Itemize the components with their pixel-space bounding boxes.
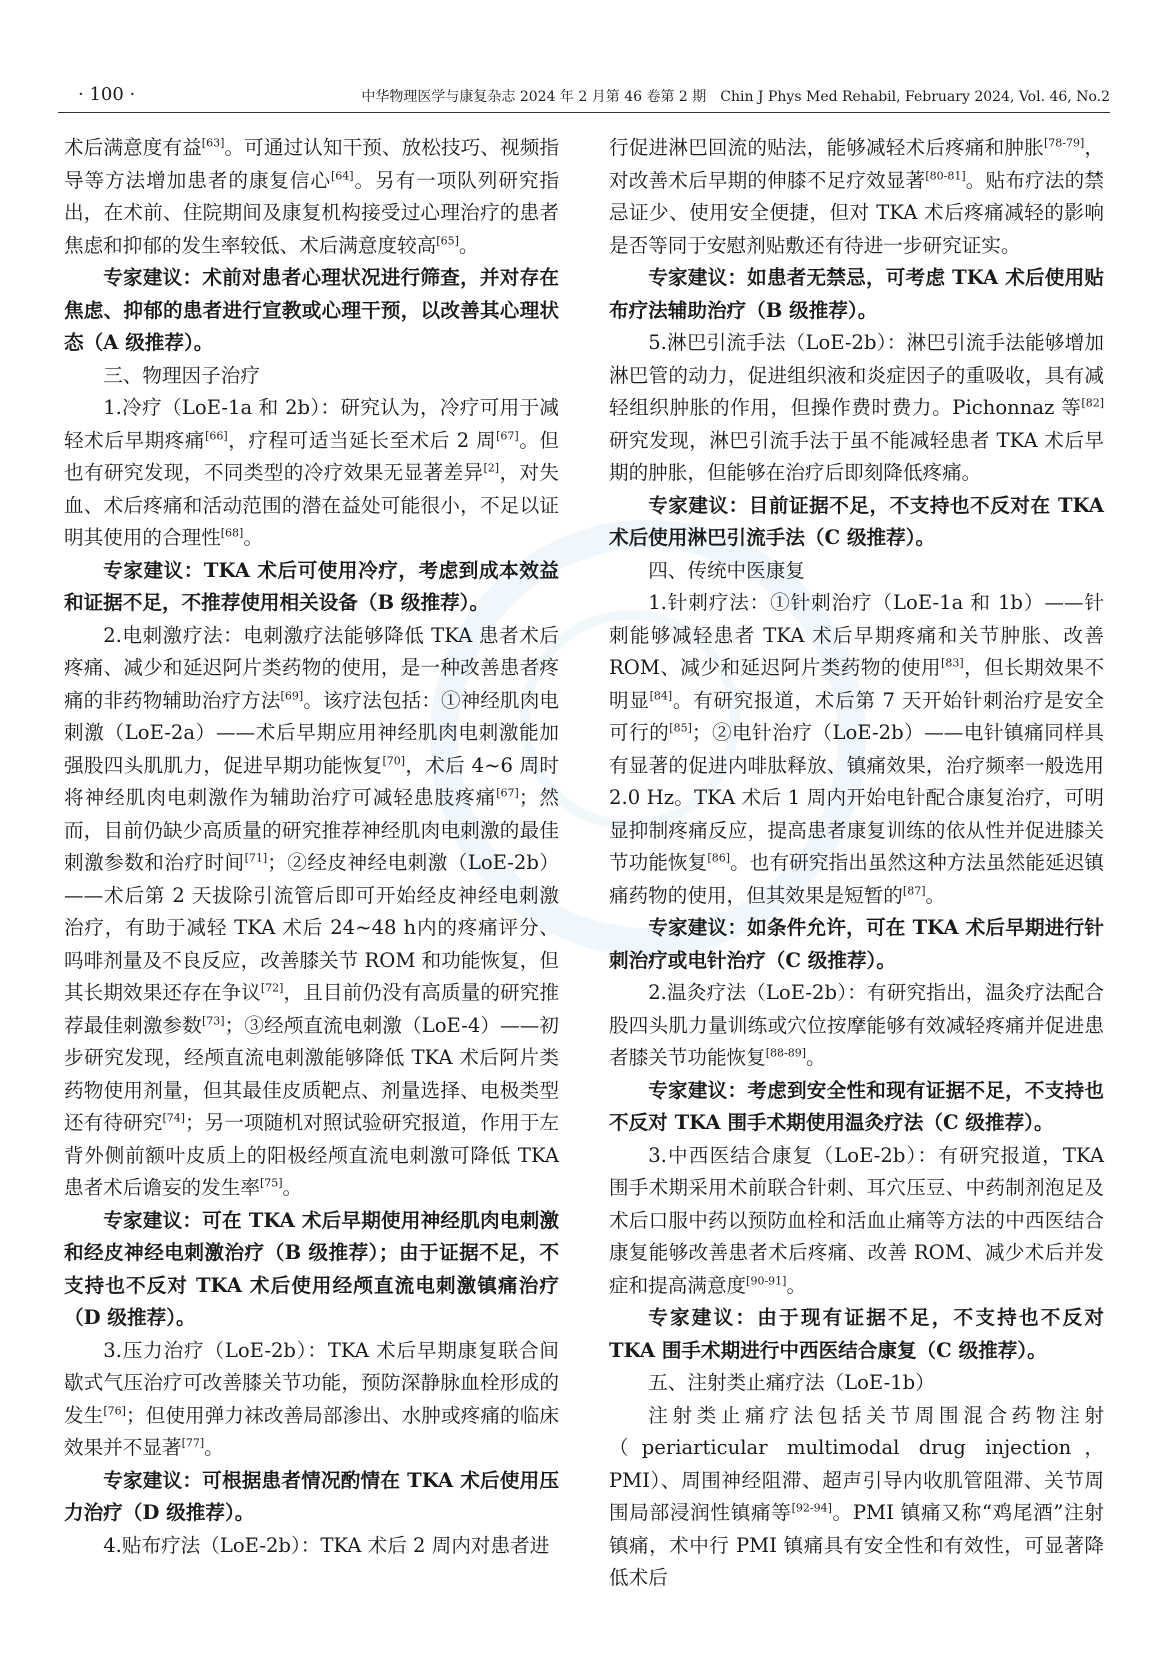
paragraph: 5.淋巴引流手法（LoE-2b）：淋巴引流手法能够增加淋巴管的动力，促进组织液和炎症因子的重吸收，具有减轻组织肿胀的作用，但操作费时费力。Pichonnaz 等[82]研究发现，淋巴引流手法于虽不能减轻患者 TKA 术后早期的肿胀，但能够在治疗后即刻降低疼痛。 — [609, 331, 1104, 484]
expert-recommendation: 专家建议：TKA 术后可使用冷疗，考虑到成本效益和证据不足，不推荐使用相关设备（B 级推荐）。 — [64, 558, 559, 614]
expert-recommendation: 专家建议：目前证据不足，不支持也不反对在 TKA 术后使用淋巴引流手法（C 级推荐）。 — [609, 493, 1104, 549]
expert-recommendation: 专家建议：术前对患者心理状况进行筛查，并对存在焦虑、抑郁的患者进行宣教或心理干预，以改善其心理状态（A 级推荐）。 — [64, 266, 559, 354]
paragraph: 注射类止痛疗法包括关节周围混合药物注射（periarticular multimodal drug injection，PMI）、周围神经阻滞、超声引导内收肌管阻滞、关节周围局部浸润性镇痛等[92-94]。PMI 镇痛又称“鸡尾酒”注射镇痛，术中行 PMI 镇痛具有安全性和有效性，可显著降低术后 — [609, 1403, 1105, 1589]
paragraph: 3.压力治疗（LoE-2b）：TKA 术后早期康复联合间歇式气压治疗可改善膝关节功能，预防深静脉血栓形成的发生[76]；但使用弹力袜改善局部渗出、水肿或疼痛的临床效果并不显著[77]。 — [64, 1338, 559, 1459]
page-number: · 100 · — [78, 84, 136, 105]
page-header — [58, 78, 1110, 108]
expert-recommendation: 专家建议：由于现有证据不足，不支持也不反对 TKA 围手术期进行中西医结合康复（C 级推荐）。 — [609, 1306, 1104, 1362]
left-column — [64, 132, 559, 1562]
right-column — [609, 132, 1104, 1595]
journal-citation: 中华物理医学与康复杂志 2024 年 2 月第 46 卷第 2 期 Chin J Phys Med Rehabil, February 2024, Vol. 46, No.2 — [361, 89, 1110, 105]
expert-recommendation: 专家建议：考虑到安全性和现有证据不足，不支持也不反对 TKA 围手术期使用温灸疗法（C 级推荐）。 — [609, 1078, 1104, 1134]
expert-recommendation: 专家建议：可根据患者情况酌情在 TKA 术后使用压力治疗（D 级推荐）。 — [64, 1468, 559, 1524]
section-heading: 三、物理因子治疗 — [103, 363, 260, 387]
paragraph: 行促进淋巴回流的贴法，能够减轻术后疼痛和肿胀[78-79]，对改善术后早期的伸膝不足疗效显著[80-81]。贴布疗法的禁忌证少、使用安全便捷，但对 TKA 术后疼痛减轻的影响是否等同于安慰剂贴敷还有待进一步研究证实。 — [609, 136, 1105, 257]
expert-recommendation: 专家建议：如患者无禁忌，可考虑 TKA 术后使用贴布疗法辅助治疗（B 级推荐）。 — [609, 266, 1104, 322]
paragraph: 2.电刺激疗法：电刺激疗法能够降低 TKA 患者术后疼痛、减少和延迟阿片类药物的使用，是一种改善患者疼痛的非药物辅助治疗方法[69]。该疗法包括：①神经肌肉电刺激（LoE-2a）——术后早期应用神经肌肉电刺激能加强股四头肌肌力，促进早期功能恢复[70]，术后 4~6 周时将神经肌肉电刺激作为辅助治疗可减轻患肢疼痛[67]；然而，目前仍缺少高质量的研究推荐神经肌肉电刺激的最佳刺激参数和治疗时间[71]；②经皮神经电刺激（LoE-2b）——术后第 2 天拔除引流管后即可开始经皮神经电刺激治疗，有助于减轻 TKA 术后 24~48 h内的疼痛评分、吗啡剂量及不良反应，改善膝关节 ROM 和功能恢复，但其长期效果还存在争议[72]，且目前仍没有高质量的研究推荐最佳刺激参数[73]；③经颅直流电刺激（LoE-4）——初步研究发现，经颅直流电刺激能够降低 TKA 术后阿片类药物使用剂量，但其最佳皮质靶点、剂量选择、电极类型还有待研究[74]；另一项随机对照试验研究报道，作用于左背外侧前额叶皮质上的阳极经颅直流电刺激可降低 TKA 患者术后谵妄的发生率[75]。 — [64, 623, 560, 1199]
expert-recommendation: 专家建议：如条件允许，可在 TKA 术后早期进行针刺治疗或电针治疗（C 级推荐）。 — [609, 916, 1104, 972]
paragraph: 4.贴布疗法（LoE-2b）：TKA 术后 2 周内对患者进 — [103, 1533, 550, 1557]
paragraph: 1.冷疗（LoE-1a 和 2b）：研究认为，冷疗可用于减轻术后早期疼痛[66]，疗程可适当延长至术后 2 周[67]。但也有研究发现，不同类型的冷疗效果无显著差异[2]，对失血、术后疼痛和活动范围的潜在益处可能很小，不足以证明其使用的合理性[68]。 — [64, 396, 560, 549]
expert-recommendation: 专家建议：可在 TKA 术后早期使用神经肌肉电刺激和经皮神经电刺激治疗（B 级推荐）；由于证据不足，不支持也不反对 TKA 术后使用经颅直流电刺激镇痛治疗（D 级推荐）。 — [64, 1208, 559, 1329]
section-heading: 五、注射类止痛疗法（LoE-1b） — [648, 1371, 935, 1394]
section-heading: 四、传统中医康复 — [648, 558, 805, 582]
paragraph: 1.针刺疗法：①针刺治疗（LoE-1a 和 1b）——针刺能够减轻患者 TKA 术后早期疼痛和关节肿胀、改善 ROM、减少和延迟阿片类药物的使用[83]，但长期效果不明显[84]。有研究报道，术后第 7 天开始针刺治疗是安全可行的[85]；②电针治疗（LoE-2b）——电针镇痛同样具有显著的促进内啡肽释放、镇痛效果，治疗频率一般选用 2.0 Hz。TKA 术后 1 周内开始电针配合康复治疗，可明显抑制疼痛反应，提高患者康复训练的依从性并促进膝关节功能恢复[86]。也有研究指出虽然这种方法虽然能延迟镇痛药物的使用，但其效果是短暂的[87]。 — [609, 591, 1105, 907]
paragraph: 3.中西医结合康复（LoE-2b）：有研究报道，TKA 围手术期采用术前联合针刺、耳穴压豆、中药制剂泡足及术后口服中药以预防血栓和活血止痛等方法的中西医结合康复能够改善患者术后疼痛、改善 ROM、减少术后并发症和提高满意度[90-91]。 — [609, 1143, 1104, 1297]
header-rule — [58, 112, 1110, 113]
paragraph: 术后满意度有益[63]。可通过认知干预、放松技巧、视频指导等方法增加患者的康复信心[64]。另有一项队列研究指出，在术前、住院期间及康复机构接受过心理治疗的患者焦虑和抑郁的发生率较低、术后满意度较高[65]。 — [64, 136, 560, 257]
paragraph: 2.温灸疗法（LoE-2b）：有研究指出，温灸疗法配合股四头肌力量训练或穴位按摩能够有效减轻疼痛并促进患者膝关节功能恢复[88-89]。 — [609, 981, 1104, 1069]
